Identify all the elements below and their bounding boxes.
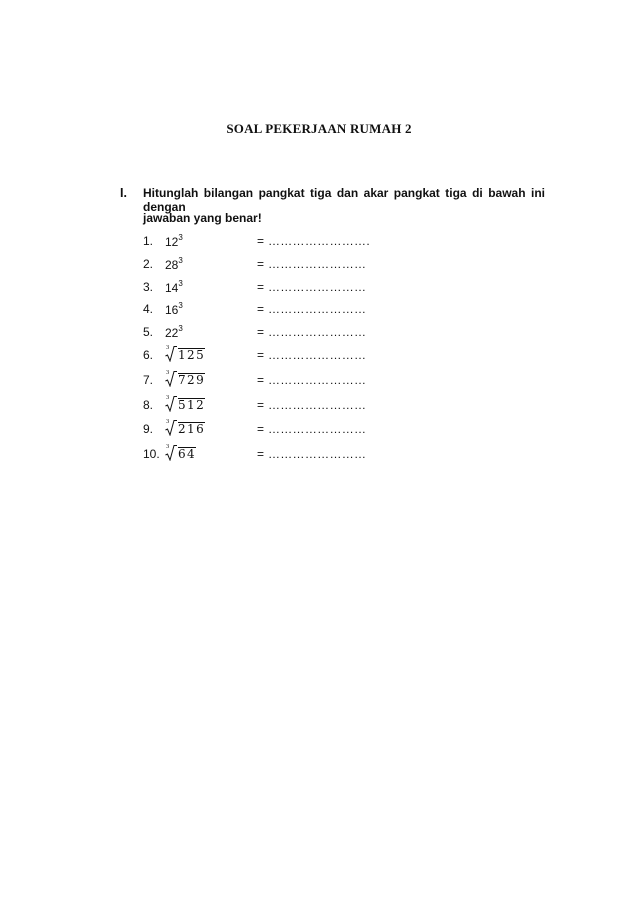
answer-blank: = …………………… — [257, 257, 367, 271]
question-item — [143, 418, 403, 442]
answer-blank: = …………………… — [257, 302, 367, 316]
question-item — [143, 344, 403, 368]
cube-root-expression — [165, 394, 206, 412]
radicand: 512 — [178, 398, 206, 412]
power-base: 22 — [165, 326, 179, 340]
answer-blank: = …………………… — [257, 348, 367, 362]
power-expression — [165, 325, 183, 340]
question-item — [143, 369, 403, 393]
power-exponent: 3 — [178, 301, 183, 310]
power-expression — [165, 234, 183, 249]
radicand: 64 — [178, 447, 197, 461]
cube-root-expression — [165, 418, 206, 436]
cube-root-expression — [165, 443, 197, 461]
root-index: 3 — [166, 369, 170, 376]
radicand: 729 — [178, 373, 206, 387]
answer-blank: = …………………… — [257, 373, 367, 387]
power-base: 28 — [165, 258, 179, 272]
power-exponent: 3 — [178, 256, 183, 265]
power-exponent: 3 — [178, 233, 183, 242]
power-expression — [165, 302, 183, 317]
power-expression — [165, 280, 183, 295]
question-item — [143, 443, 403, 467]
question-item — [143, 302, 403, 322]
power-exponent: 3 — [178, 324, 183, 333]
question-number: 10. — [143, 447, 160, 461]
answer-blank: = …………………… — [257, 398, 367, 412]
question-item — [143, 234, 403, 254]
root-index: 3 — [166, 418, 170, 425]
instruction-text-line-1: Hitunglah bilangan pangkat tiga dan akar pangkat tiga di bawah ini dengan — [143, 186, 545, 214]
question-item — [143, 280, 403, 300]
question-number: 8. — [143, 398, 154, 412]
power-expression — [165, 257, 183, 272]
power-base: 12 — [165, 235, 179, 249]
root-index: 3 — [166, 443, 170, 450]
cube-root-expression — [165, 344, 206, 362]
radicand: 216 — [178, 422, 206, 436]
answer-blank: = …………………… — [257, 280, 367, 294]
cube-root-expression — [165, 369, 206, 387]
question-item — [143, 325, 403, 345]
answer-blank: = …………………… — [257, 325, 367, 339]
question-number: 2. — [143, 257, 154, 271]
answer-blank: = …………………… — [257, 447, 367, 461]
power-exponent: 3 — [178, 279, 183, 288]
question-item — [143, 394, 403, 418]
page-title: SOAL PEKERJAAN RUMAH 2 — [226, 121, 412, 136]
question-number: 6. — [143, 348, 154, 362]
root-index: 3 — [166, 344, 170, 351]
question-number: 4. — [143, 302, 154, 316]
question-number: 9. — [143, 422, 154, 436]
answer-blank: = …………………… — [257, 422, 367, 436]
answer-blank: = ……………………. — [257, 234, 370, 248]
question-item — [143, 257, 403, 277]
power-base: 16 — [165, 303, 179, 317]
question-number: 5. — [143, 325, 154, 339]
radicand: 125 — [178, 348, 206, 362]
question-number: 7. — [143, 373, 154, 387]
instruction-text-line-2: jawaban yang benar! — [143, 211, 262, 225]
question-number: 3. — [143, 280, 154, 294]
section-number: I. — [120, 186, 127, 200]
power-base: 14 — [165, 281, 179, 295]
question-number: 1. — [143, 234, 154, 248]
root-index: 3 — [166, 394, 170, 401]
